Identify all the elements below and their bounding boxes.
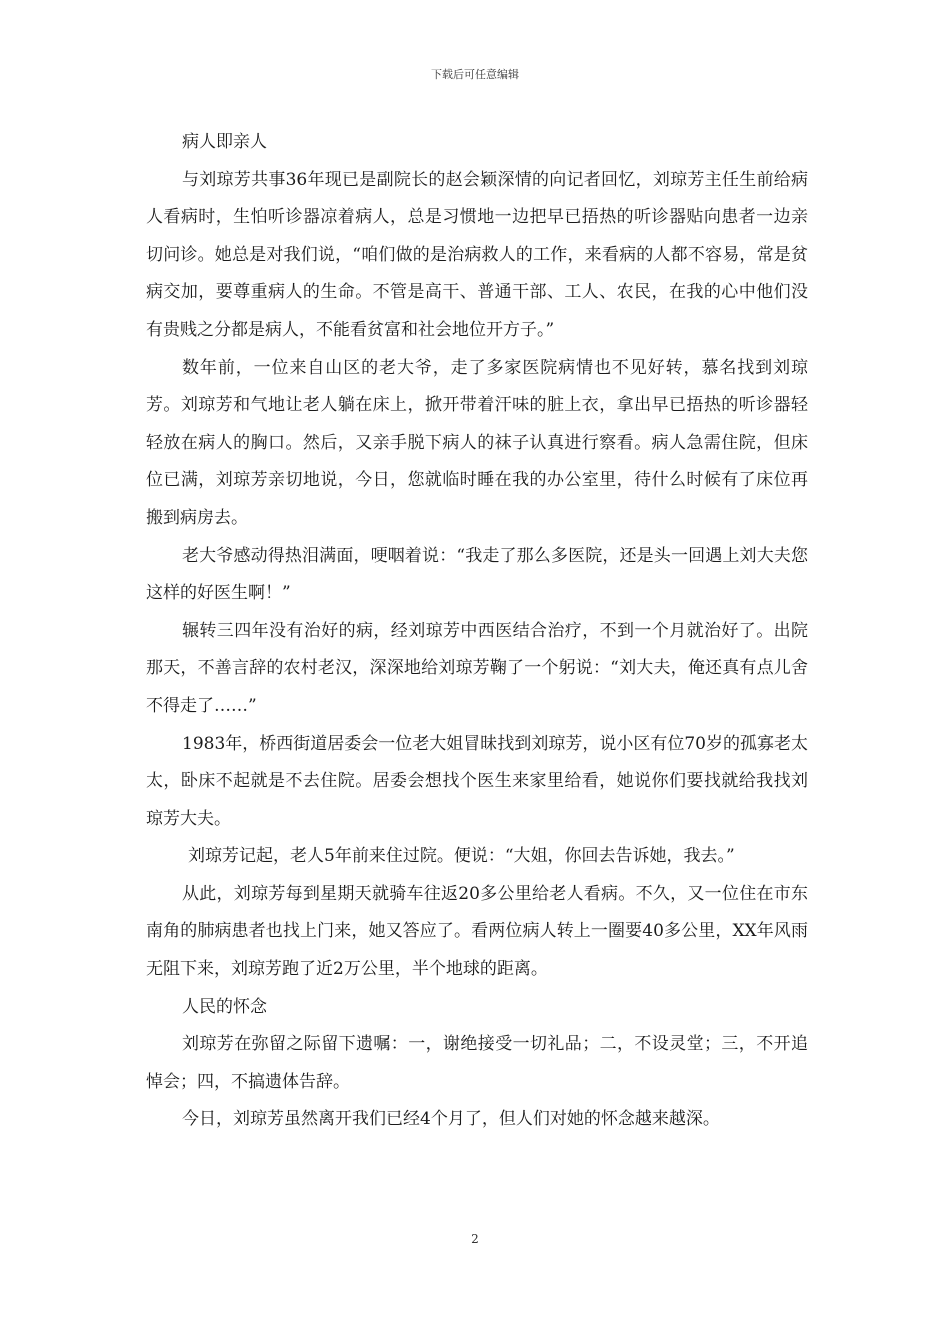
- page-number: 2: [471, 1232, 479, 1246]
- paragraph: 从此，刘琼芳每到星期天就骑车往返20多公里给老人看病。不久，又一位住在市东南角的肺病患者也找上门来，她又答应了。看两位病人转上一圈要40多公里，XX年风雨无阻下来，刘琼芳跑了近2万公里，半个地球的距离。: [146, 883, 808, 980]
- document-body: [146, 124, 808, 1139]
- paragraph: 老大爷感动得热泪满面，哽咽着说：“我走了那么多医院，还是头一回遇上刘大夫您这样的好医生啊！”: [146, 545, 808, 604]
- page-header: 下载后可任意编辑: [431, 68, 519, 81]
- paragraph: 今日，刘琼芳虽然离开我们已经4个月了，但人们对她的怀念越来越深。: [182, 1109, 720, 1130]
- paragraph: 刘琼芳记起，老人5年前来住过院。便说：“大姐，你回去告诉她，我去。”: [188, 846, 735, 867]
- section-heading-patients: 病人即亲人: [182, 132, 267, 152]
- paragraph: 辗转三四年没有治好的病，经刘琼芳中西医结合治疗，不到一个月就治好了。出院那天，不善言辞的农村老汉，深深地给刘琼芳鞠了一个躬说：“刘大夫，俺还真有点儿舍不得走了……”: [146, 620, 808, 716]
- paragraph: 数年前，一位来自山区的老大爷，走了多家医院病情也不见好转，慕名找到刘琼芳。刘琼芳和气地让老人躺在床上，掀开带着汗味的脏上衣，拿出早已捂热的听诊器轻轻放在病人的胸口。然后，又亲手脱下病人的袜子认真进行察看。病人急需住院，但床位已满，刘琼芳亲切地说，今日，您就临时睡在我的办公室里，待什么时候有了床位再搬到病房去。: [146, 357, 808, 528]
- paragraph: 与刘琼芳共事36年现已是副院长的赵会颖深情的向记者回忆，刘琼芳主任生前给病人看病时，生怕听诊器凉着病人，总是习惯地一边把早已捂热的听诊器贴向患者一边亲切问诊。她总是对我们说，“咱们做的是治病救人的工作，来看病的人都不容易，常是贫病交加，要尊重病人的生命。不管是高干、普通干部、工人、农民，在我的心中他们没有贵贱之分都是病人，不能看贫富和社会地位开方子。”: [146, 169, 808, 340]
- section-heading-people: 人民的怀念: [182, 996, 267, 1017]
- paragraph: 1983年，桥西街道居委会一位老大姐冒昧找到刘琼芳，说小区有位70岁的孤寡老太太，卧床不起就是不去住院。居委会想找个医生来家里给看，她说你们要找就给我找刘琼芳大夫。: [146, 733, 808, 829]
- paragraph: 刘琼芳在弥留之际留下遗嘱：一，谢绝接受一切礼品；二，不设灵堂；三，不开追悼会；四，不搞遗体告辞。: [146, 1034, 808, 1092]
